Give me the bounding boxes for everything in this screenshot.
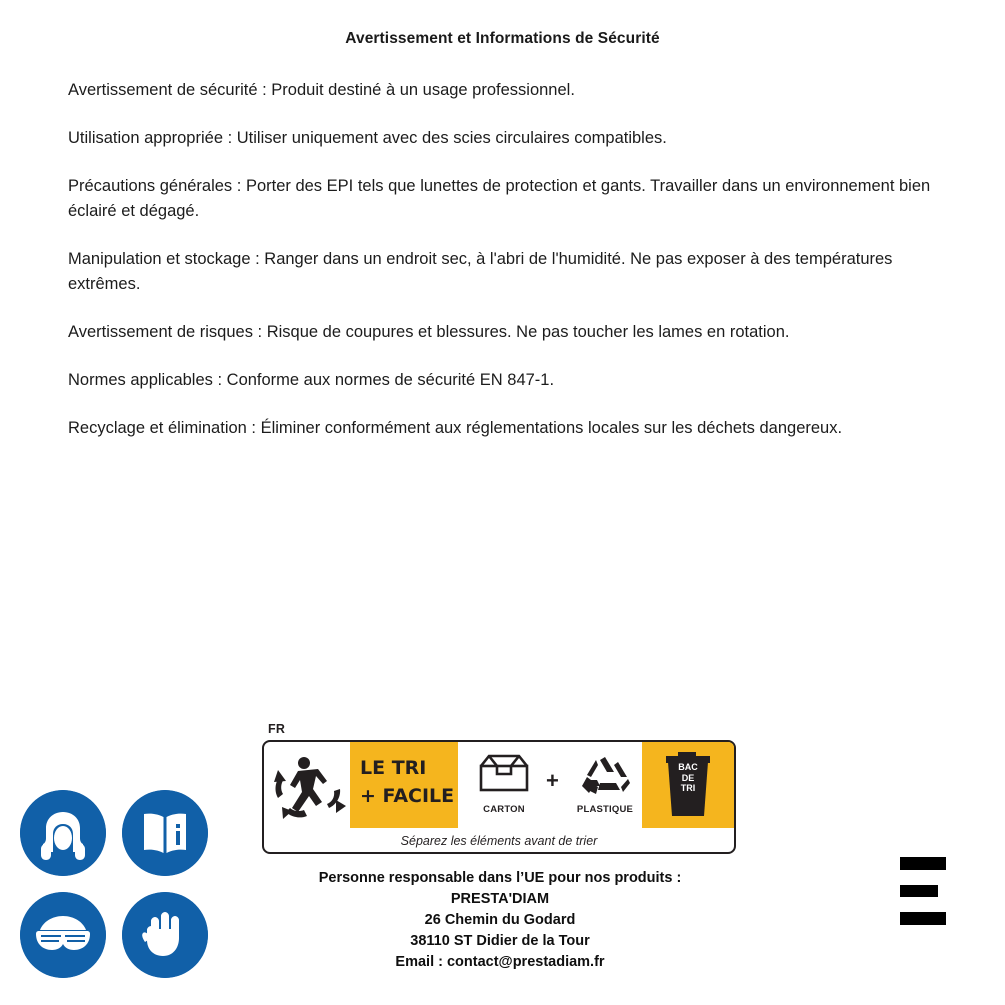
paragraph-risk-warning: Avertissement de risques : Risque de coupures et blessures. Ne pas toucher les lames en rotation. xyxy=(68,323,790,341)
paragraph-proper-use: Utilisation appropriée : Utiliser uniquement avec des scies circulaires compatibles. xyxy=(68,129,667,147)
materials-plus-sign: + xyxy=(546,768,559,793)
safety-information-body xyxy=(68,78,958,464)
paragraph-handling-storage: Manipulation et stockage : Ranger dans un endroit sec, à l'abri de l'humidité. Ne pas exposer à des températures extrêmes. xyxy=(68,250,893,293)
paragraph-general-precautions: Précautions générales : Porter des EPI tels que lunettes de protection et gants. Travailler dans un environnement bien éclairé et dégagé. xyxy=(68,177,931,220)
city-address: 38110 ST Didier de la Tour xyxy=(410,933,590,949)
ear-protection-icon xyxy=(20,790,106,876)
ce-mark-icon xyxy=(792,848,962,934)
responsible-person-block xyxy=(180,868,820,973)
recycling-triangle-icon xyxy=(574,750,636,798)
bin-line-3: TRI xyxy=(680,783,696,793)
responsible-person-heading xyxy=(180,868,820,889)
carton-caption: CARTON xyxy=(483,804,525,815)
triman-headline-line2: + FACILE xyxy=(360,785,455,807)
triman-figure-icon xyxy=(272,750,346,820)
email-address: Email : contact@prestadiam.fr xyxy=(395,954,605,970)
paragraph-applicable-standards: Normes applicables : Conforme aux normes de sécurité EN 847-1. xyxy=(68,371,555,389)
read-instructions-icon xyxy=(122,790,208,876)
heading-prefix: Personne responsable dans l’ xyxy=(318,870,525,886)
plastique-material xyxy=(564,750,646,815)
bin-line-1: BAC xyxy=(678,762,698,772)
carton-material xyxy=(466,750,542,815)
carton-box-icon xyxy=(473,750,535,798)
heading-ue: UE xyxy=(524,870,545,886)
country-code-label: FR xyxy=(268,722,286,736)
company-name: PRESTA'DIAM xyxy=(450,891,550,907)
plastique-caption: PLASTIQUE xyxy=(576,804,634,815)
triman-headline-line1: LE TRI xyxy=(360,757,427,779)
heading-suffix: pour nos produits : xyxy=(544,870,682,886)
paragraph-safety-warning: Avertissement de sécurité : Produit destiné à un usage professionnel. xyxy=(68,81,575,99)
triman-recycling-label xyxy=(262,722,736,854)
page-title: Avertissement et Informations de Sécurité xyxy=(345,30,660,47)
street-address: 26 Chemin du Godard xyxy=(424,912,576,928)
paragraph-recycling-disposal: Recyclage et élimination : Éliminer conformément aux réglementations locales sur les déchets dangereux. xyxy=(68,419,843,437)
triman-footer-note: Séparez les éléments avant de trier xyxy=(400,834,598,848)
triman-headline xyxy=(360,754,460,810)
triman-label-box xyxy=(262,740,736,854)
bin-words xyxy=(668,762,708,794)
bin-line-2: DE xyxy=(681,772,695,783)
eye-protection-icon xyxy=(20,892,106,978)
